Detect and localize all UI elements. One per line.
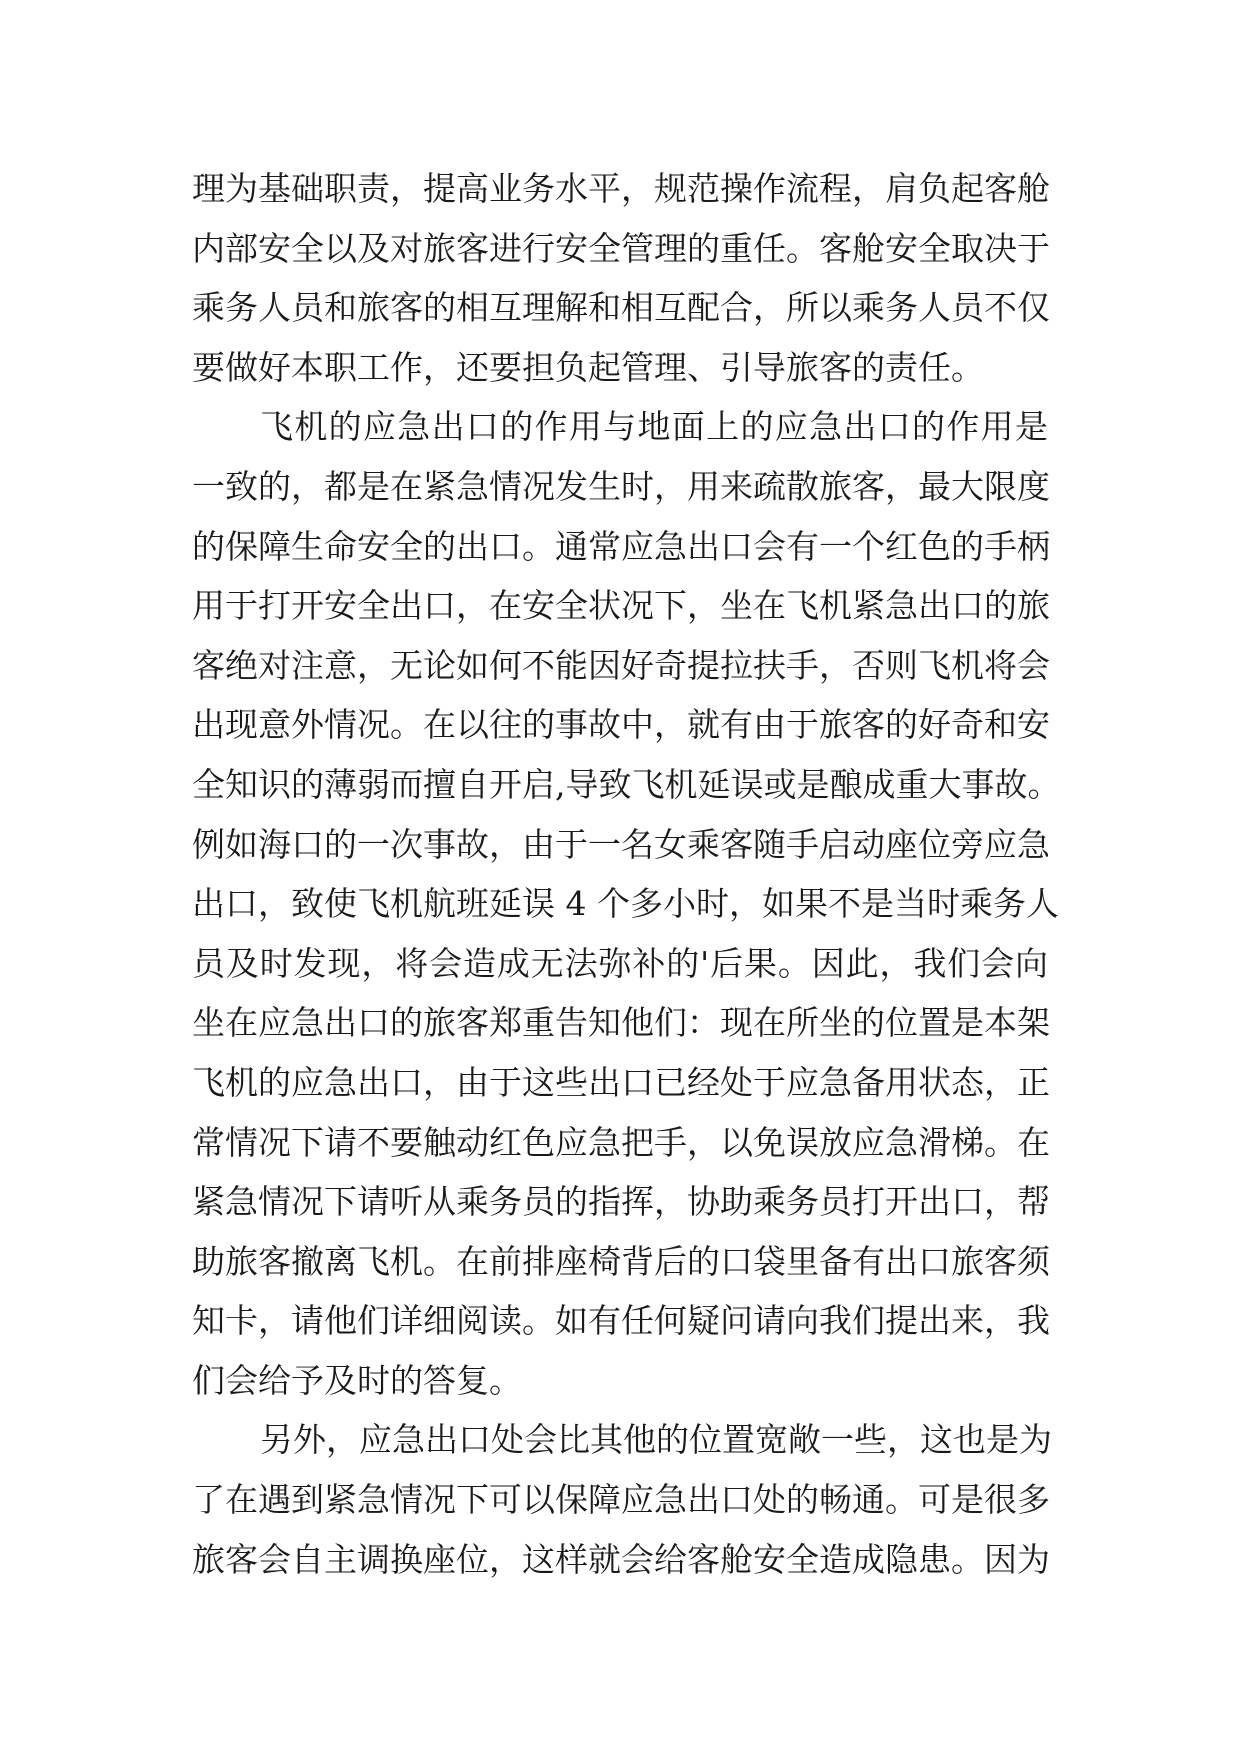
text-line: 另外，应急出口处会比其他的位置宽敞一些，这也是为	[260, 1420, 1052, 1460]
text-line: 坐在应急出口的旅客郑重告知他们：现在所坐的位置是本架	[192, 1003, 1050, 1043]
text-line: 飞机的应急出口，由于这些出口已经处于应急备用状态，正	[192, 1062, 1050, 1102]
text-line: 员及时发现，将会造成无法弥补的'后果。因此，我们会向	[192, 943, 1048, 983]
text-line: 的保障生命安全的出口。通常应急出口会有一个红色的手柄	[192, 526, 1050, 566]
text-line: 乘务人员和旅客的相互理解和相互配合，所以乘务人员不仅	[192, 288, 1050, 328]
text-line: 例如海口的一次事故，由于一名女乘客随手启动座位旁应急	[192, 824, 1050, 864]
text-line: 用于打开安全出口，在安全状况下，坐在飞机紧急出口的旅	[192, 586, 1050, 626]
text-line: 全知识的薄弱而擅自开启,导致飞机延误或是酿成重大事故。	[192, 764, 1061, 804]
document-page	[192, 159, 1061, 1589]
paragraph-2	[192, 397, 1061, 1410]
text-line: 内部安全以及对旅客进行安全管理的重任。客舱安全取决于	[192, 228, 1050, 268]
text-line: 客绝对注意，无论如何不能因好奇提拉扶手，否则飞机将会	[192, 645, 1050, 685]
text-line: 常情况下请不要触动红色应急把手，以免误放应急滑梯。在	[192, 1122, 1050, 1162]
text-line: 紧急情况下请听从乘务员的指挥，协助乘务员打开出口，帮	[192, 1182, 1050, 1222]
paragraph-3	[192, 1410, 1052, 1589]
text-line: 理为基础职责，提高业务水平，规范操作流程，肩负起客舱	[192, 169, 1050, 208]
text-line: 要做好本职工作，还要担负起管理、引导旅客的责任。	[192, 347, 984, 387]
text-line: 们会给予及时的答复。	[192, 1360, 522, 1400]
text-line: 出口，致使飞机航班延误 4 个多小时，如果不是当时乘务人	[192, 884, 1059, 924]
text-line: 出现意外情况。在以往的事故中，就有由于旅客的好奇和安	[192, 705, 1050, 745]
text-line: 了在遇到紧急情况下可以保障应急出口处的畅通。可是很多	[192, 1480, 1050, 1520]
text-line: 旅客会自主调换座位，这样就会给客舱安全造成隐患。因为	[192, 1539, 1050, 1579]
text-line: 知卡，请他们详细阅读。如有任何疑问请向我们提出来，我	[192, 1301, 1050, 1341]
paragraph-1	[192, 159, 1048, 397]
text-line: 助旅客撤离飞机。在前排座椅背后的口袋里备有出口旅客须	[192, 1241, 1050, 1281]
text-line: 飞机的应急出口的作用与地面上的应急出口的作用是	[260, 407, 1048, 447]
text-line: 一致的，都是在紧急情况发生时，用来疏散旅客，最大限度	[192, 466, 1050, 506]
